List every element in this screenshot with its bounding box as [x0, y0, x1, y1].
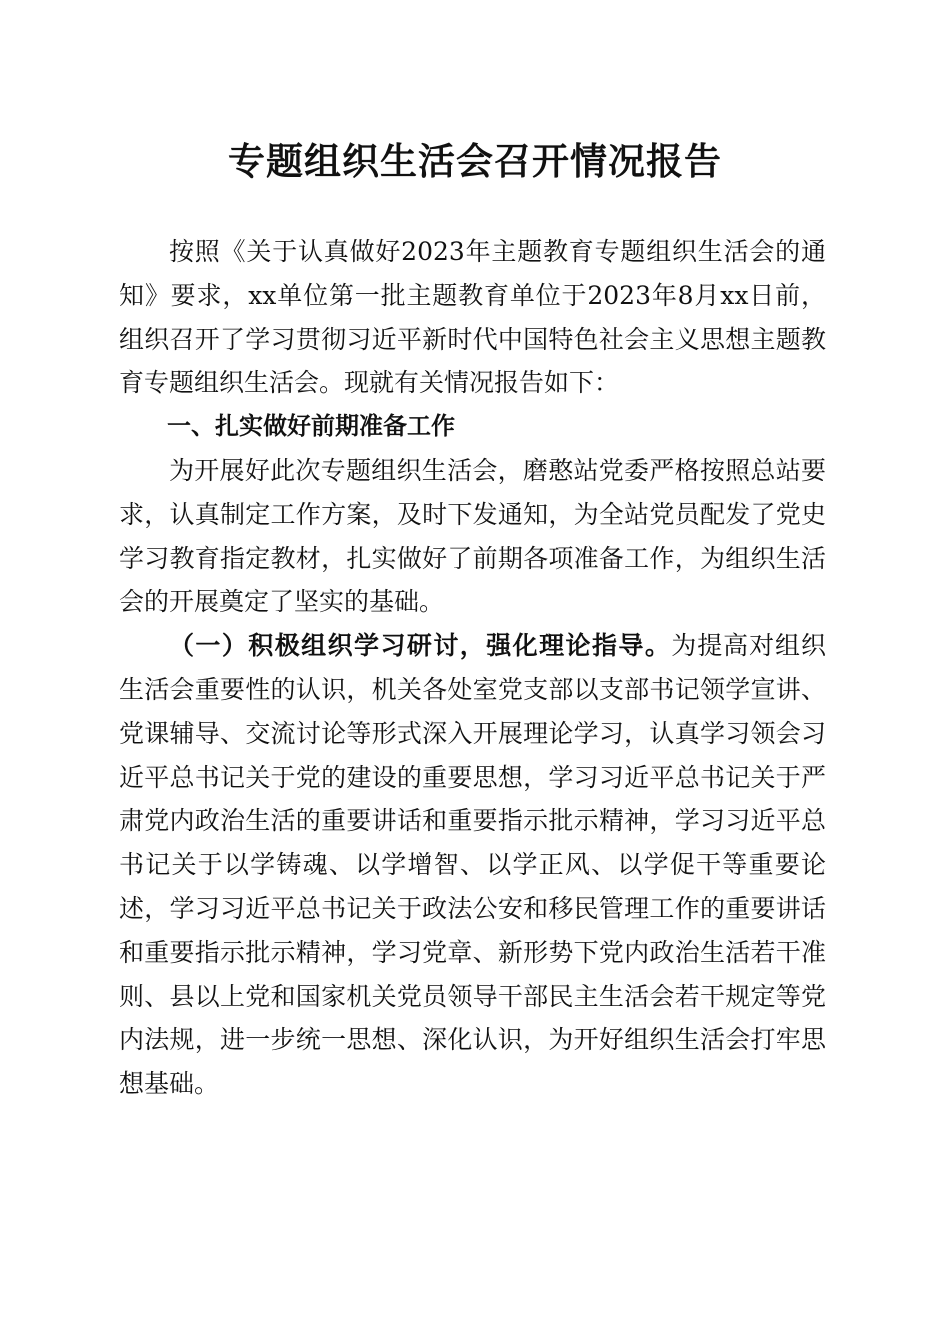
subsection-paragraph: [119, 624, 826, 1106]
subsection-lead: （一）积极组织学习研讨，强化理论指导。: [169, 631, 672, 661]
document-body: [119, 230, 826, 1106]
section-paragraph: 为开展好此次专题组织生活会，磨憨站党委严格按照总站要求，认真制定工作方案，及时下发通知，为全站党员配发了党史学习教育指定教材，扎实做好了前期各项准备工作，为组织生活会的开展奠定了坚实的基础。: [119, 455, 826, 617]
document-title: 专题组织生活会召开情况报告: [228, 139, 722, 183]
intro-paragraph: 按照《关于认真做好2023年主题教育专题组织生活会的通知》要求，xx单位第一批主题教育单位于2023年8月xx日前，组织召开了学习贯彻习近平新时代中国特色社会主义思想主题教育专题组织生活会。现就有关情况报告如下：: [119, 237, 826, 398]
subsection-text: 为提高对组织生活会重要性的认识，机关各处室党支部以支部书记领学宣讲、党课辅导、交流讨论等形式深入开展理论学习，认真学习领会习近平总书记关于党的建设的重要思想，学习习近平总书记关于严肃党内政治生活的重要讲话和重要指示批示精神，学习习近平总书记关于以学铸魂、以学增智、以学正风、以学促干等重要论述，学习习近平总书记关于政法公安和移民管理工作的重要讲话和重要指示批示精神，学习党章、新形势下党内政治生活若干准则、县以上党和国家机关党员领导干部民主生活会若干规定等党内法规，进一步统一思想、深化认识，为开好组织生活会打牢思想基础。: [119, 631, 826, 1099]
section-heading: 一、扎实做好前期准备工作: [167, 412, 455, 441]
